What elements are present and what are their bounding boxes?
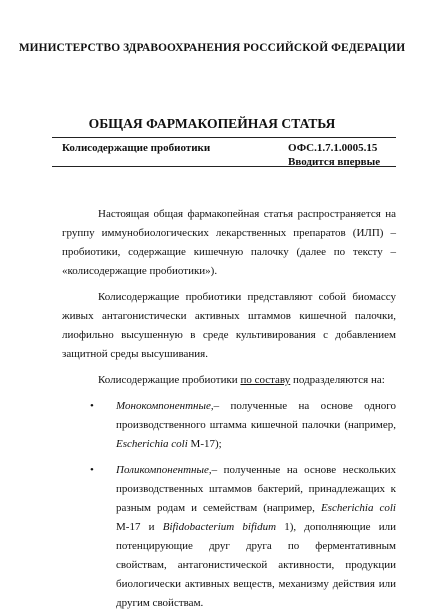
monocomponent-strain: М-17); [187, 438, 222, 450]
paragraph-classification [62, 371, 396, 390]
ministry-heading: МИНИСТЕРСТВО ЗДРАВООХРАНЕНИЯ РОССИЙСКОЙ ФЕДЕРАЦИИ [18, 42, 406, 54]
monocomponent-text [116, 397, 396, 454]
list-item-monocomponent [62, 397, 396, 454]
monocomponent-desc: – полученные на основе одного производственного штамма кишечной палочки (например, [116, 400, 396, 431]
monocomponent-term: Монокомпонентные, [116, 400, 214, 412]
divider-top [52, 137, 396, 138]
divider-bottom [52, 166, 396, 167]
classification-text-end: подразделяются на: [290, 374, 385, 386]
polycomponent-desc-end: 1), дополняющие или потенцирующие друг друга по ферментативным свойствам, антагонистической активности, продукции биологически активных веществ, механизму действия или другим свойствам. [116, 521, 396, 609]
classification-text-start: Колисодержащие пробиотики [98, 374, 241, 386]
species-name: Bifidobacterium bifidum [162, 521, 277, 533]
species-name: Escherichia coli [320, 502, 396, 514]
species-name: Escherichia coli [116, 438, 188, 450]
article-type-title: ОБЩАЯ ФАРМАКОПЕЙНАЯ СТАТЬЯ [88, 116, 336, 131]
bullet-icon: • [90, 400, 94, 412]
article-name: Колисодержащие пробиотики [62, 142, 211, 154]
polycomponent-term: Поликомпонентные, [116, 464, 212, 476]
paragraph-definition: Колисодержащие пробиотики представляют собой биомассу живых антагонистически активных штаммов кишечной палочки, лиофильно высушенную в среде культивирования с добавлением защитной среды высушивания. [62, 291, 396, 360]
article-code: ОФС.1.7.1.0005.15 [288, 142, 378, 154]
polycomponent-desc: – полученные на основе нескольких производственных штаммов бактерий, принадлежащих к разным родам и семействам (например, [116, 464, 396, 514]
article-intro-note: Вводится впервые [288, 156, 381, 168]
polycomponent-mid: М-17 и [116, 521, 163, 533]
bullet-icon: • [90, 464, 94, 476]
list-item-polycomponent [62, 461, 396, 613]
classification-underlined: по составу [240, 374, 291, 386]
paragraph-scope: Настоящая общая фармакопейная статья распространяется на группу иммунобиологических лекарственных препаратов (ИЛП) – пробиотики, содержащие кишечную палочку (далее по тексту – «колисодержащие пробиотики»). [62, 208, 396, 277]
article-body [62, 205, 396, 613]
polycomponent-text [116, 461, 396, 613]
